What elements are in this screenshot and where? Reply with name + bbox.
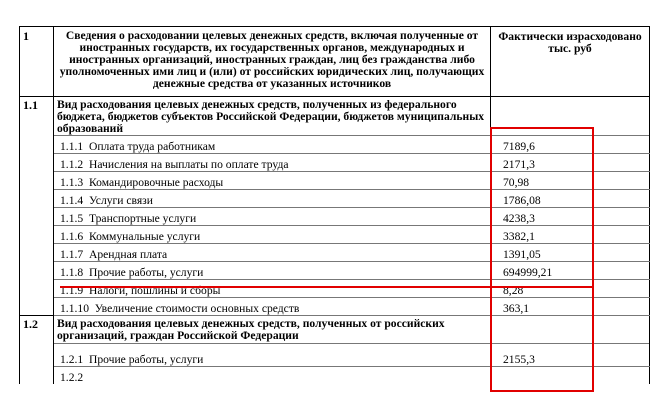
item-code: 1.1.7 bbox=[60, 248, 84, 261]
item-code: 1.1.5 bbox=[60, 212, 84, 225]
item-label: Транспортные услуги bbox=[88, 212, 197, 225]
item-code: 1.1.4 bbox=[60, 194, 84, 207]
item-label: Арендная плата bbox=[88, 248, 168, 261]
item-value: 1391,05 bbox=[491, 244, 650, 262]
item-value: 70,98 bbox=[491, 172, 650, 190]
item-value: 1786,08 bbox=[491, 190, 650, 208]
item-value: 2171,3 bbox=[491, 154, 650, 172]
item-label: Налоги, пошлины и сборы bbox=[88, 284, 221, 297]
item-value: 2155,3 bbox=[491, 344, 650, 367]
highlight-box bbox=[490, 127, 594, 392]
item-label: Услуги связи bbox=[88, 194, 153, 207]
header-spent: Фактически израсходовано тыс. руб bbox=[491, 27, 650, 97]
item-value: 4238,3 bbox=[491, 208, 650, 226]
table-header-row bbox=[20, 27, 650, 97]
item-label: Прочие работы, услуги bbox=[88, 266, 204, 279]
item-code: 1.1.3 bbox=[60, 176, 84, 189]
item-label: Увеличение стоимости основных средств bbox=[94, 302, 300, 315]
item-code: 1.2.1 bbox=[60, 353, 84, 366]
item-value: 3382,1 bbox=[491, 226, 650, 244]
item-label: Прочие работы, услуги bbox=[88, 353, 204, 366]
header-num: 1 bbox=[20, 27, 54, 97]
item-value: 7189,6 bbox=[491, 136, 650, 154]
highlight-underline bbox=[60, 286, 594, 288]
section-number: 1.1 bbox=[20, 97, 54, 316]
item-code: 1.2.2 bbox=[60, 371, 84, 384]
item-label: Оплата труда работникам bbox=[88, 140, 216, 153]
item-code: 1.1.9 bbox=[60, 284, 84, 297]
section-title: Вид расходования целевых денежных средств, полученных от российских организаций, граждан Российской Федерации bbox=[54, 316, 491, 344]
item-code: 1.1.2 bbox=[60, 158, 84, 171]
item-value: 363,1 bbox=[491, 298, 650, 316]
section-number: 1.2 bbox=[20, 316, 54, 385]
item-code: 1.1.8 bbox=[60, 266, 84, 279]
item-code: 1.1.6 bbox=[60, 230, 84, 243]
section-title: Вид расходования целевых денежных средств, полученных из федерального бюджета, бюджетов субъектов Российской Федерации, бюджетов муниципальных образований bbox=[54, 97, 491, 136]
item-label: Командировочные расходы bbox=[88, 176, 224, 189]
item-code: 1.1.1 bbox=[60, 140, 84, 153]
item-code: 1.1.10 bbox=[60, 302, 89, 315]
item-value: 694999,21 bbox=[491, 262, 650, 280]
item-label: Коммунальные услуги bbox=[88, 230, 201, 243]
item-value: 8,28 bbox=[491, 280, 650, 298]
header-description: Сведения о расходовании целевых денежных средств, включая полученные от иностранных государств, их государственных органов, международных и иностранных организаций, иностранных граждан, лиц без гражданства либо уполномоченных ими лиц и (или) от российских юридических лиц, получающих денежные средства от указанных источников bbox=[54, 27, 491, 97]
item-label: Начисления на выплаты по оплате труда bbox=[88, 158, 289, 171]
